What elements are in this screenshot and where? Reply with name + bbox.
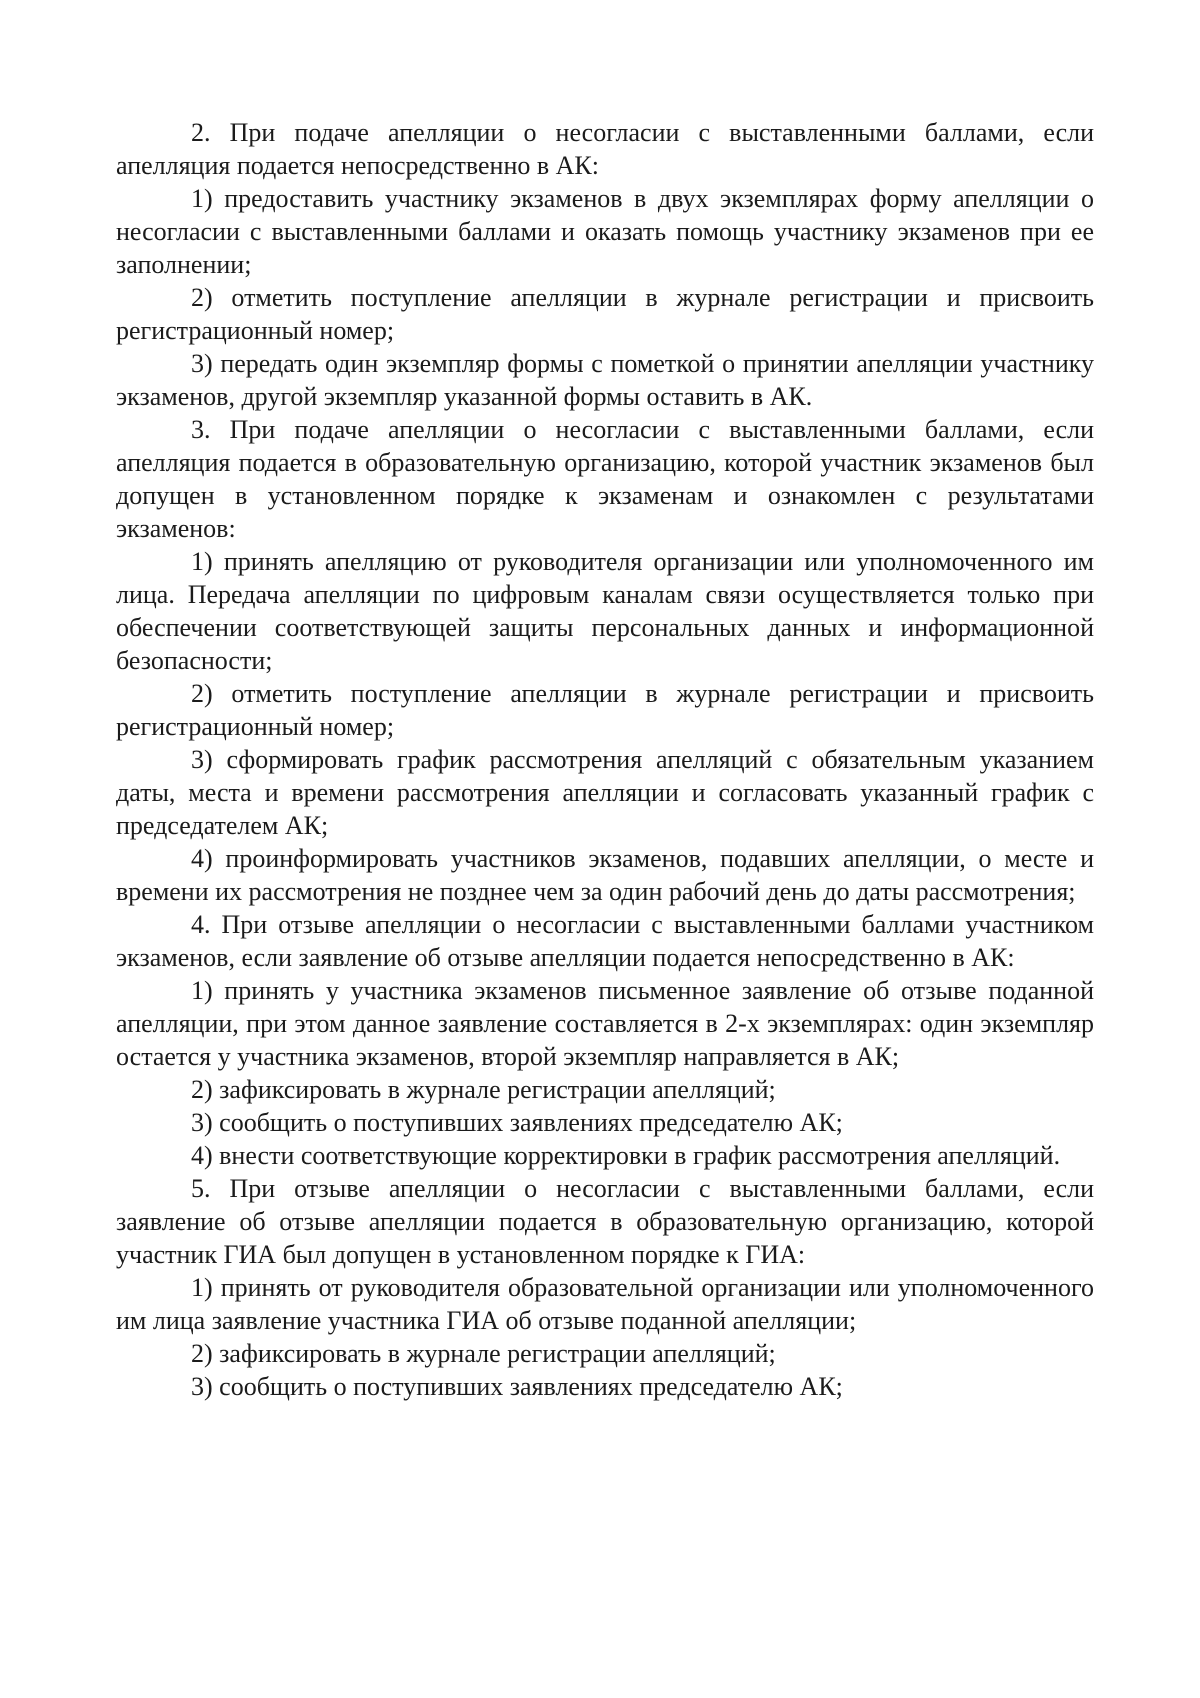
paragraph-item: 3) передать один экземпляр формы с пометкой о принятии апелляции участнику экзаменов, другой экземпляр указанной формы оставить в АК.	[116, 349, 1094, 411]
paragraph-item: 1) принять апелляцию от руководителя организации или уполномоченного им лица. Передача апелляции по цифровым каналам связи осуществляется только при обеспечении соответствующей защиты персональных данных и информационной безопасности;	[116, 547, 1094, 675]
paragraph-section-4: 4. При отзыве апелляции о несогласии с выставленными баллами участником экзаменов, если заявление об отзыве апелляции подается непосредственно в АК:	[116, 910, 1094, 972]
paragraph-item: 1) принять у участника экзаменов письменное заявление об отзыве поданной апелляции, при этом данное заявление составляется в 2-х экземплярах: один экземпляр остается у участника экзаменов, второй экземпляр направляется в АК;	[116, 976, 1094, 1071]
paragraph-item: 1) принять от руководителя образовательной организации или уполномоченного им лица заявление участника ГИА об отзыве поданной апелляции;	[116, 1273, 1094, 1335]
paragraph-section-3: 3. При подаче апелляции о несогласии с выставленными баллами, если апелляция подается в образовательную организацию, которой участник экзаменов был допущен в установленном порядке к экзаменам и ознакомлен с результатами экзаменов:	[116, 415, 1094, 543]
paragraph-item: 2) отметить поступление апелляции в журнале регистрации и присвоить регистрационный номер;	[116, 679, 1094, 741]
paragraph-item: 3) сообщить о поступивших заявлениях председателю АК;	[191, 1372, 843, 1401]
paragraph-item: 2) зафиксировать в журнале регистрации апелляций;	[191, 1339, 776, 1368]
paragraph-item: 3) сформировать график рассмотрения апелляций с обязательным указанием даты, места и времени рассмотрения апелляции и согласовать указанный график с председателем АК;	[116, 745, 1094, 840]
paragraph-item: 3) сообщить о поступивших заявлениях председателю АК;	[191, 1108, 843, 1137]
paragraph-item: 2) зафиксировать в журнале регистрации апелляций;	[191, 1075, 776, 1104]
paragraph-item: 4) проинформировать участников экзаменов, подавших апелляции, о месте и времени их рассмотрения не позднее чем за один рабочий день до даты рассмотрения;	[116, 844, 1094, 906]
document-body	[116, 116, 1094, 1403]
paragraph-section-5: 5. При отзыве апелляции о несогласии с выставленными баллами, если заявление об отзыве апелляции подается в образовательную организацию, которой участник ГИА был допущен в установленном порядке к ГИА:	[116, 1174, 1094, 1269]
paragraph-section-2: 2. При подаче апелляции о несогласии с выставленными баллами, если апелляция подается непосредственно в АК:	[116, 118, 1094, 180]
paragraph-item: 1) предоставить участнику экзаменов в двух экземплярах форму апелляции о несогласии с выставленными баллами и оказать помощь участнику экзаменов при ее заполнении;	[116, 184, 1094, 279]
paragraph-item: 4) внести соответствующие корректировки в график рассмотрения апелляций.	[191, 1141, 1061, 1170]
paragraph-item: 2) отметить поступление апелляции в журнале регистрации и присвоить регистрационный номер;	[116, 283, 1094, 345]
